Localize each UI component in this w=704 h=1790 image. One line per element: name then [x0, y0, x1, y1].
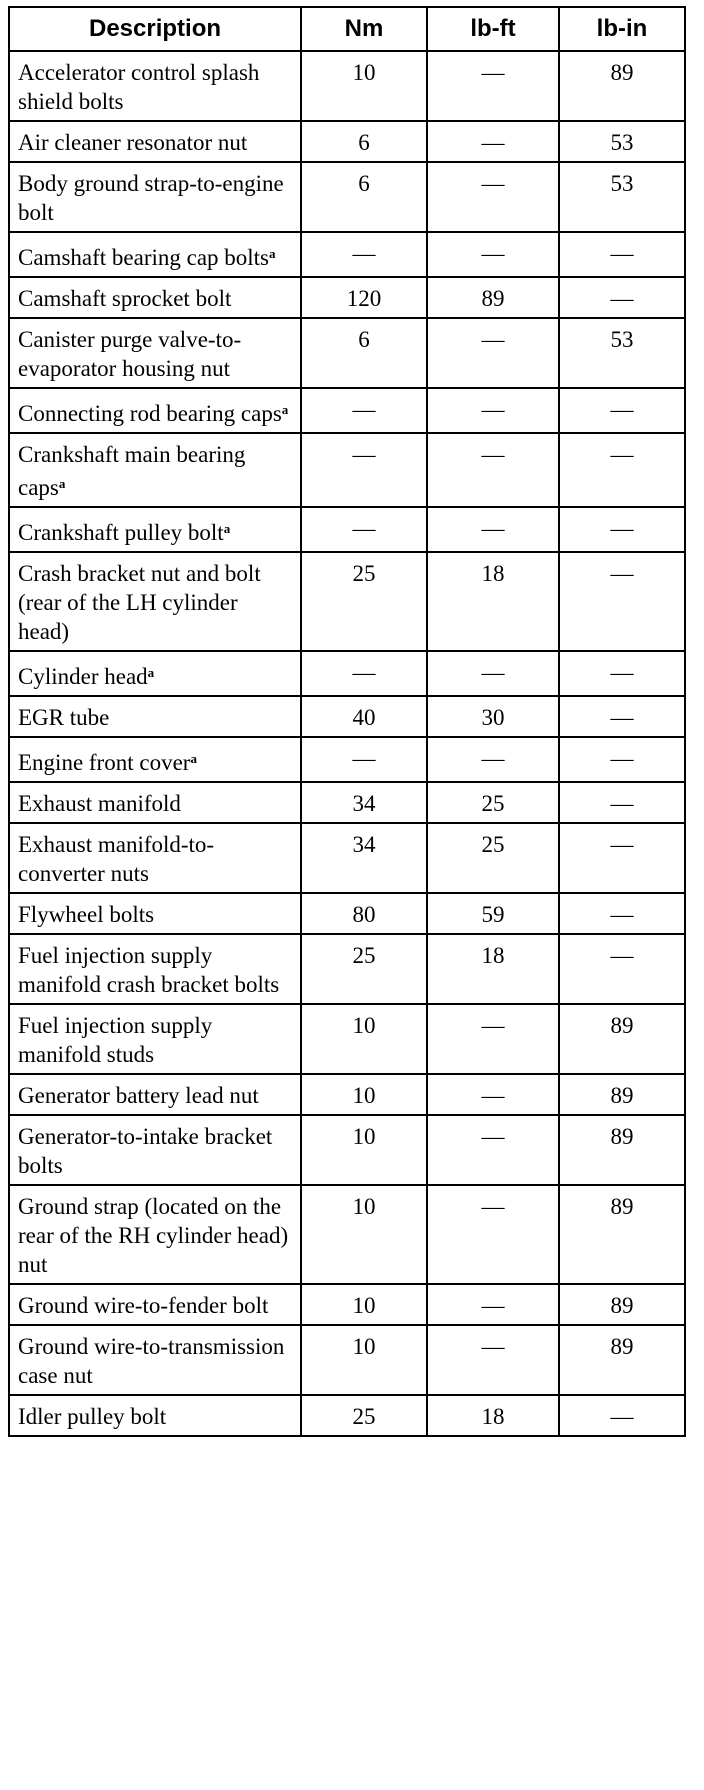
cell-lbin: 89 [559, 1185, 685, 1284]
cell-description [9, 318, 301, 388]
table-row [9, 651, 685, 696]
cell-lbft: — [427, 1185, 559, 1284]
description-text: Crankshaft pulley bolt [18, 520, 224, 545]
cell-lbin: 89 [559, 1115, 685, 1185]
header-row [9, 7, 685, 51]
cell-lbin: — [559, 934, 685, 1004]
cell-lbin: — [559, 782, 685, 823]
description-text: Camshaft bearing cap bolts [18, 245, 270, 270]
cell-lbft: — [427, 651, 559, 696]
table-row [9, 277, 685, 318]
table-row [9, 1185, 685, 1284]
description-text: Generator-to-intake bracket bolts [18, 1124, 273, 1178]
cell-nm: 10 [301, 1185, 427, 1284]
cell-lbin: — [559, 433, 685, 507]
description-text: Crash bracket nut and bolt (rear of the LH cylinder head) [18, 561, 261, 644]
table-row [9, 388, 685, 433]
table-row [9, 1325, 685, 1395]
cell-nm: 6 [301, 318, 427, 388]
cell-lbft: — [427, 1004, 559, 1074]
cell-nm: — [301, 737, 427, 782]
cell-description [9, 507, 301, 552]
cell-lbft: 18 [427, 934, 559, 1004]
cell-nm: 10 [301, 1004, 427, 1074]
footnote-marker: a [281, 402, 289, 417]
table-row [9, 1074, 685, 1115]
cell-nm: 6 [301, 121, 427, 162]
cell-lbin: 53 [559, 121, 685, 162]
cell-nm: 34 [301, 823, 427, 893]
description-text: Flywheel bolts [18, 902, 155, 927]
cell-nm: 6 [301, 162, 427, 232]
cell-lbft: — [427, 388, 559, 433]
table-row [9, 51, 685, 121]
description-text: Air cleaner resonator nut [18, 130, 248, 155]
header-description: Description [9, 7, 301, 51]
description-text: Ground strap (located on the rear of the RH cylinder head) nut [18, 1194, 289, 1277]
description-text: Canister purge valve-to-evaporator housing nut [18, 327, 242, 381]
table-body [9, 51, 685, 1436]
table-row [9, 1284, 685, 1325]
cell-lbin: — [559, 507, 685, 552]
cell-lbin: — [559, 388, 685, 433]
description-text: Camshaft sprocket bolt [18, 286, 232, 311]
cell-lbft: — [427, 318, 559, 388]
cell-description [9, 1115, 301, 1185]
cell-lbft: — [427, 433, 559, 507]
cell-description [9, 277, 301, 318]
cell-description [9, 552, 301, 651]
description-text: Ground wire-to-fender bolt [18, 1293, 269, 1318]
header-lbft: lb-ft [427, 7, 559, 51]
cell-nm: 40 [301, 696, 427, 737]
cell-description [9, 934, 301, 1004]
description-text: EGR tube [18, 705, 110, 730]
description-text: Crankshaft main bearing caps [18, 442, 246, 500]
footnote-marker: a [58, 476, 66, 491]
cell-lbin: 89 [559, 1004, 685, 1074]
cell-lbft: 59 [427, 893, 559, 934]
table-row [9, 823, 685, 893]
cell-lbin: — [559, 232, 685, 277]
cell-description [9, 1185, 301, 1284]
table-row [9, 696, 685, 737]
cell-description [9, 737, 301, 782]
cell-description [9, 782, 301, 823]
cell-lbin: — [559, 823, 685, 893]
cell-lbin: 89 [559, 1325, 685, 1395]
cell-nm: 80 [301, 893, 427, 934]
cell-nm: 10 [301, 1325, 427, 1395]
description-text: Fuel injection supply manifold crash bracket bolts [18, 943, 280, 997]
cell-lbft: 25 [427, 823, 559, 893]
table-row [9, 552, 685, 651]
cell-description [9, 388, 301, 433]
table-row [9, 162, 685, 232]
cell-nm: 10 [301, 1074, 427, 1115]
description-text: Generator battery lead nut [18, 1083, 259, 1108]
description-text: Idler pulley bolt [18, 1404, 167, 1429]
torque-spec-table [8, 6, 686, 1437]
cell-lbft: — [427, 162, 559, 232]
description-text: Connecting rod bearing caps [18, 401, 282, 426]
cell-lbin: — [559, 277, 685, 318]
cell-lbin: — [559, 737, 685, 782]
cell-lbin: — [559, 1395, 685, 1436]
cell-lbft: — [427, 1284, 559, 1325]
description-text: Accelerator control splash shield bolts [18, 60, 260, 114]
cell-nm: 25 [301, 1395, 427, 1436]
table-row [9, 1115, 685, 1185]
cell-lbin: 89 [559, 1284, 685, 1325]
cell-lbft: — [427, 737, 559, 782]
cell-lbft: — [427, 507, 559, 552]
table-row [9, 433, 685, 507]
cell-lbft: — [427, 1115, 559, 1185]
cell-nm: — [301, 507, 427, 552]
cell-lbin: 53 [559, 162, 685, 232]
cell-lbin: 89 [559, 1074, 685, 1115]
footnote-marker: a [269, 246, 276, 261]
cell-description [9, 121, 301, 162]
cell-description [9, 696, 301, 737]
table-row [9, 232, 685, 277]
header-lbin: lb-in [559, 7, 685, 51]
cell-description [9, 1395, 301, 1436]
cell-nm: 25 [301, 552, 427, 651]
cell-lbin: 89 [559, 51, 685, 121]
cell-description [9, 823, 301, 893]
table-row [9, 782, 685, 823]
cell-description [9, 1325, 301, 1395]
cell-description [9, 651, 301, 696]
cell-lbft: — [427, 232, 559, 277]
cell-nm: — [301, 651, 427, 696]
cell-lbin: — [559, 552, 685, 651]
footnote-marker: a [190, 751, 197, 766]
cell-nm: 120 [301, 277, 427, 318]
table-row [9, 893, 685, 934]
description-text: Fuel injection supply manifold studs [18, 1013, 213, 1067]
description-text: Body ground strap-to-engine bolt [18, 171, 284, 225]
footnote-marker: a [147, 665, 155, 680]
cell-description [9, 51, 301, 121]
footnote-marker: a [223, 521, 231, 536]
cell-nm: — [301, 388, 427, 433]
table-row [9, 1395, 685, 1436]
cell-lbft: — [427, 121, 559, 162]
cell-description [9, 1284, 301, 1325]
cell-lbft: 25 [427, 782, 559, 823]
cell-lbin: — [559, 696, 685, 737]
cell-nm: 10 [301, 1284, 427, 1325]
description-text: Cylinder head [18, 664, 148, 689]
table-row [9, 934, 685, 1004]
cell-description [9, 232, 301, 277]
description-text: Exhaust manifold-to-converter nuts [18, 832, 215, 886]
header-nm: Nm [301, 7, 427, 51]
cell-nm: 10 [301, 1115, 427, 1185]
cell-description [9, 1074, 301, 1115]
table-row [9, 318, 685, 388]
table-row [9, 737, 685, 782]
cell-description [9, 162, 301, 232]
table-row [9, 121, 685, 162]
description-text: Exhaust manifold [18, 791, 181, 816]
table-row [9, 1004, 685, 1074]
cell-nm: — [301, 433, 427, 507]
cell-nm: 25 [301, 934, 427, 1004]
cell-lbft: 18 [427, 1395, 559, 1436]
table-row [9, 507, 685, 552]
cell-lbft: 89 [427, 277, 559, 318]
cell-lbft: 18 [427, 552, 559, 651]
cell-description [9, 893, 301, 934]
cell-lbft: — [427, 1325, 559, 1395]
cell-lbft: — [427, 51, 559, 121]
cell-lbin: — [559, 893, 685, 934]
cell-lbin: — [559, 651, 685, 696]
cell-nm: 10 [301, 51, 427, 121]
cell-lbft: — [427, 1074, 559, 1115]
cell-description [9, 433, 301, 507]
cell-lbin: 53 [559, 318, 685, 388]
cell-nm: 34 [301, 782, 427, 823]
description-text: Ground wire-to-transmission case nut [18, 1334, 285, 1388]
cell-lbft: 30 [427, 696, 559, 737]
description-text: Engine front cover [18, 750, 191, 775]
cell-description [9, 1004, 301, 1074]
cell-nm: — [301, 232, 427, 277]
